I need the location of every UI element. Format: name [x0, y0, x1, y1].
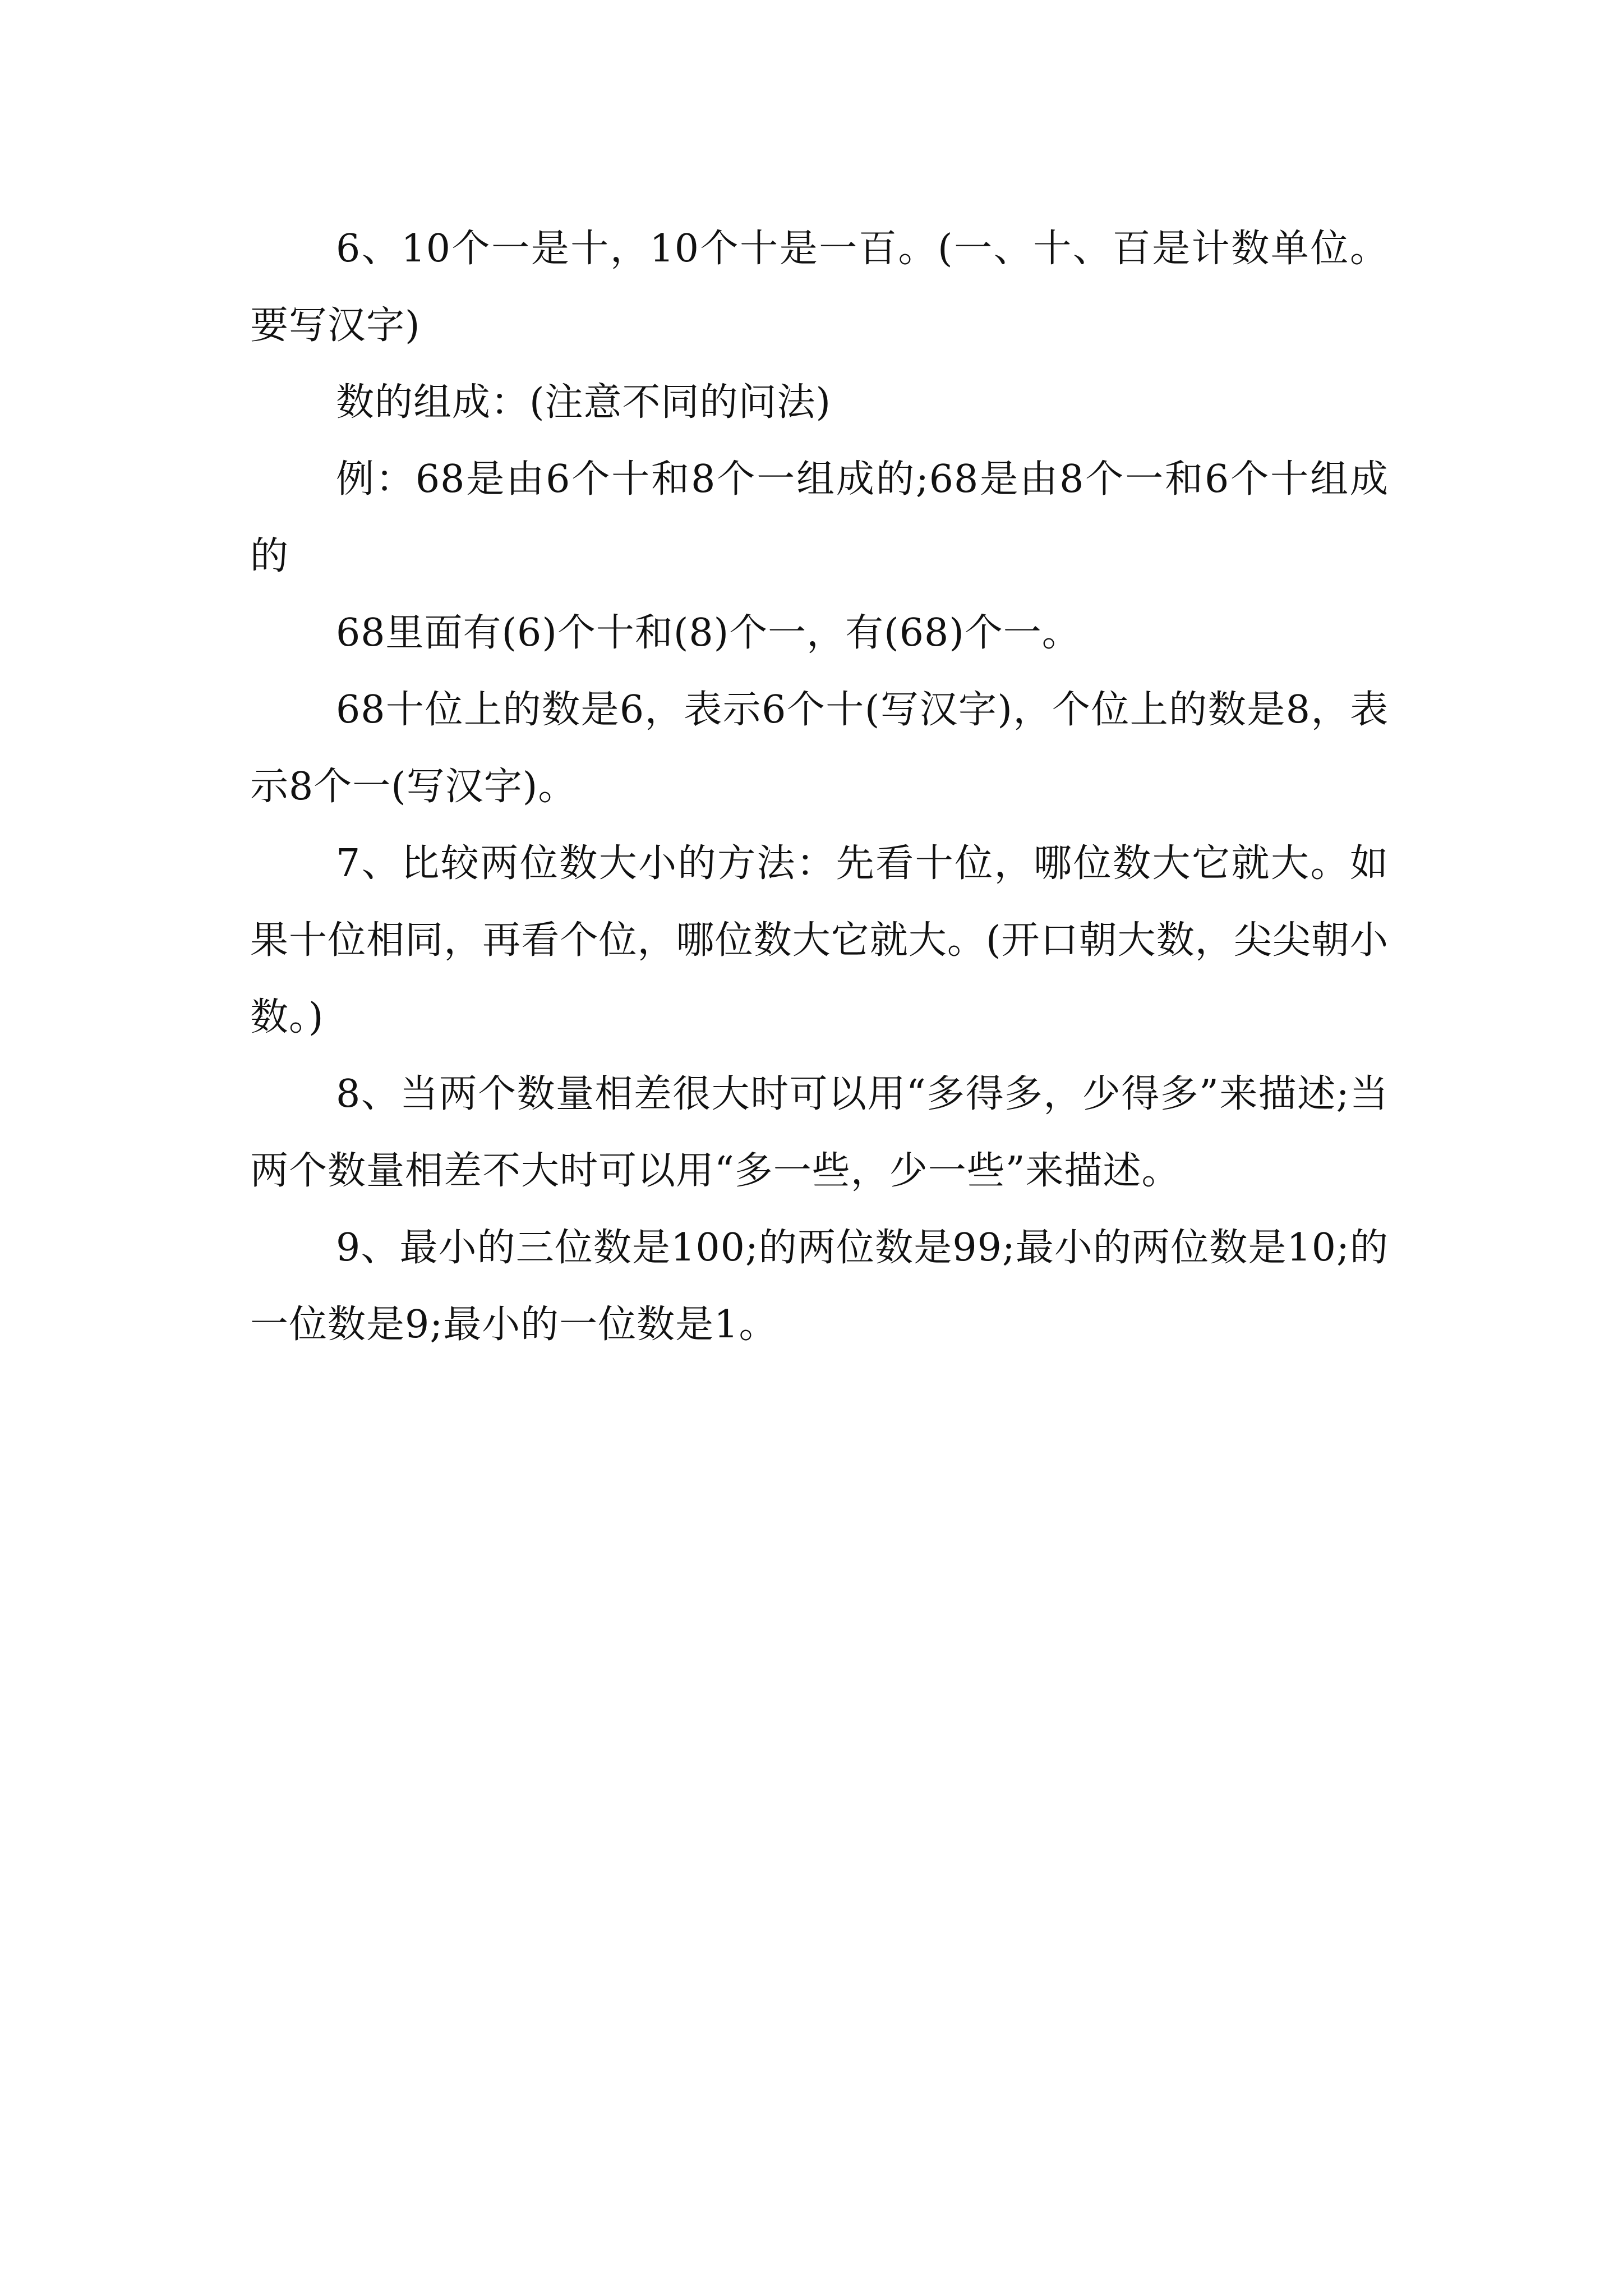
paragraph-number-composition-heading: 数的组成：(注意不同的问法)	[336, 380, 832, 425]
document-body	[250, 210, 1389, 1363]
paragraph-counting-units: 6、10个一是十，10个十是一百。(一、十、百是计数单位。要写汉字)	[250, 227, 1389, 348]
paragraph-tens-ones-count: 68里面有(6)个十和(8)个一，有(68)个一。	[336, 611, 1081, 655]
paragraph-quantity-difference: 8、当两个数量相差很大时可以用“多得多，少得多”来描述;当两个数量相差不大时可以用“多一些，少一些”来描述。	[250, 1072, 1389, 1193]
paragraph-place-values: 68十位上的数是6，表示6个十(写汉字)，个位上的数是8，表示8个一(写汉字)。	[250, 688, 1389, 809]
paragraph-comparison-method: 7、比较两位数大小的方法：先看十位，哪位数大它就大。如果十位相同，再看个位，哪位数大它就大。(开口朝大数，尖尖朝小数。)	[250, 841, 1389, 1039]
paragraph-min-max-numbers: 9、最小的三位数是100;的两位数是99;最小的两位数是10;的一位数是9;最小的一位数是1。	[250, 1226, 1389, 1347]
paragraph-composition-example: 例：68是由6个十和8个一组成的;68是由8个一和6个十组成的	[250, 457, 1389, 578]
